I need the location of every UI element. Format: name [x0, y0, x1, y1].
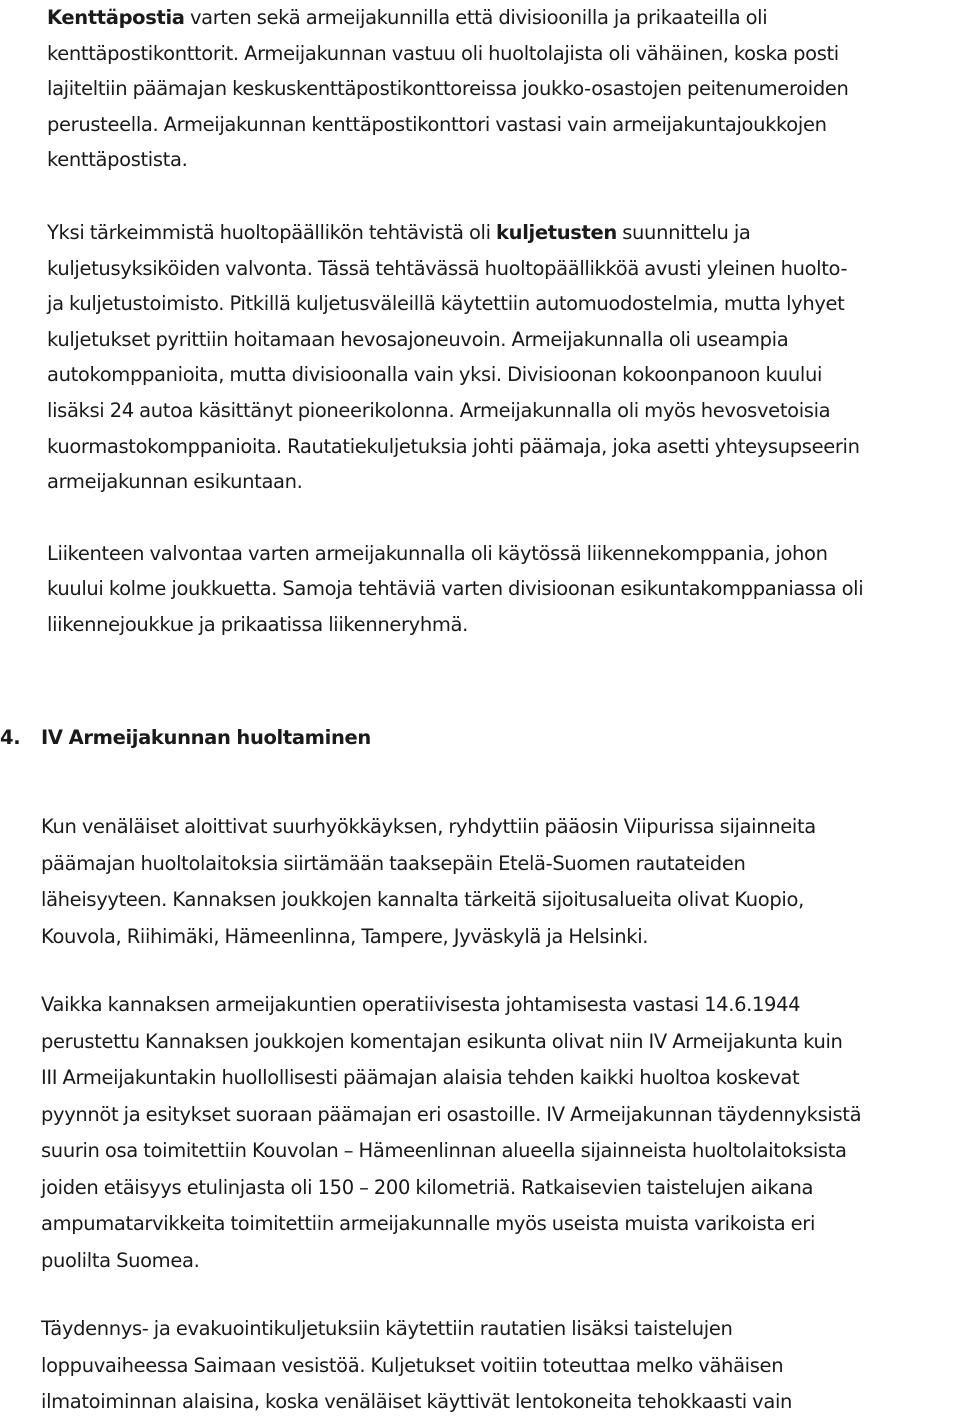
text-line: kuljetukset pyrittiin hoitamaan hevosajoneuvoin. Armeijakunnalla oli useampia	[47, 327, 789, 351]
text-line: autokomppanioita, mutta divisioonalla vain yksi. Divisioonan kokoonpanoon kuului	[47, 363, 823, 387]
text-line: ilmatoiminnan alaisina, koska venäläiset käyttivät lentokoneita tehokkaasti vain	[41, 1390, 793, 1413]
heading-number: 4.	[0, 726, 21, 749]
bold-term: Kenttäpostia	[47, 6, 185, 29]
text-line: kenttäpostikonttorit. Armeijakunnan vastuu oli huoltolajista oli vähäinen, koska posti	[47, 41, 839, 65]
text-line: lajiteltiin päämajan keskuskenttäpostikonttoreissa joukko-osastojen peitenumeroiden	[47, 77, 849, 101]
text-line: ja kuljetustoimisto. Pitkillä kuljetusväleillä käytettiin automuodostelmia, mutta lyhyet	[47, 292, 845, 316]
text-line: Kouvola, Riihimäki, Hämeenlinna, Tampere, Jyväskylä ja Helsinki.	[41, 924, 649, 948]
section-supply-branches	[47, 0, 959, 643]
text-line: Täydennys- ja evakuointikuljetuksiin käytettiin rautatien lisäksi taistelujen	[41, 1317, 733, 1340]
bold-term: kuljetusten	[496, 220, 617, 244]
text-line: lisäksi 24 autoa käsittänyt pioneerikolonna. Armeijakunnalla oli myös hevosvetoisia	[47, 398, 831, 422]
text-line: pyynnöt ja esitykset suoraan päämajan eri osastoille. IV Armeijakunnan täydennyksistä	[41, 1102, 862, 1126]
text-line: Yksi tärkeimmistä huoltopäällikön tehtävistä oli kuljetusten suunnittelu ja	[47, 220, 751, 244]
paragraph-transport	[47, 215, 959, 500]
text-line: Vaikka kannaksen armeijakuntien operatiivisesta johtamisesta vastasi 14.6.1944	[41, 993, 801, 1016]
text-line: suurin osa toimitettiin Kouvolan – Hämeenlinnan alueella sijainneista huoltolaitoksista	[41, 1139, 847, 1162]
text-line: joiden etäisyys etulinjasta oli 150 – 200 kilometriä. Ratkaisevien taistelujen aikana	[41, 1175, 814, 1199]
text-line: loppuvaiheessa Saimaan vesistöä. Kuljetukset voitiin toteuttaa melko vähäisen	[41, 1353, 784, 1377]
text-line: perustettu Kannaksen joukkojen komentajan esikunta olivat niin IV Armeijakunta kuin	[41, 1029, 843, 1053]
text-line: kuljetusyksiköiden valvonta. Tässä tehtävässä huoltopäällikköä avusti yleinen huolto-	[47, 256, 848, 280]
text-line: III Armeijakuntakin huollollisesti päämajan alaisia tehden kaikki huoltoa koskevat	[41, 1066, 800, 1089]
paragraph-relocation	[41, 809, 959, 955]
paragraph-command	[41, 987, 959, 1279]
text-line: liikennejoukkue ja prikaatissa liikenneryhmä.	[47, 612, 468, 636]
text-line: Kun venäläiset aloittivat suurhyökkäyksen, ryhdyttiin pääosin Viipurissa sijainneita	[41, 815, 816, 838]
text-line: armeijakunnan esikuntaan.	[47, 470, 303, 494]
section-corps-supply	[0, 720, 959, 1421]
text-line: Kenttäpostia varten sekä armeijakunnilla että divisioonilla ja prikaateilla oli	[47, 6, 768, 29]
text-line: puolilta Suomea.	[41, 1248, 200, 1272]
text-line: kuormastokomppanioita. Rautatiekuljetuksia johti päämaja, joka asetti yhteysupseerin	[47, 434, 860, 458]
text-line: Liikenteen valvontaa varten armeijakunnalla oli käytössä liikennekomppania, johon	[47, 541, 828, 565]
text-line: kenttäpostista.	[47, 148, 188, 172]
heading-title: IV Armeijakunnan huoltaminen	[41, 726, 371, 749]
text-line: päämajan huoltolaitoksia siirtämään taaksepäin Etelä-Suomen rautateiden	[41, 851, 746, 875]
text-line: perusteella. Armeijakunnan kenttäpostikonttori vastasi vain armeijakuntajoukkojen	[47, 112, 827, 136]
paragraph-field-post	[47, 0, 959, 178]
text-line: läheisyyteen. Kannaksen joukkojen kannalta tärkeitä sijoitusalueita olivat Kuopio,	[41, 888, 804, 911]
text-line: kuului kolme joukkuetta. Samoja tehtäviä varten divisioonan esikuntakomppaniassa oli	[47, 577, 864, 601]
paragraph-evacuation	[41, 1311, 959, 1421]
paragraph-traffic-control	[47, 536, 959, 643]
text-line: ampumatarvikkeita toimitettiin armeijakunnalle myös useista muista varikoista eri	[41, 1212, 816, 1235]
